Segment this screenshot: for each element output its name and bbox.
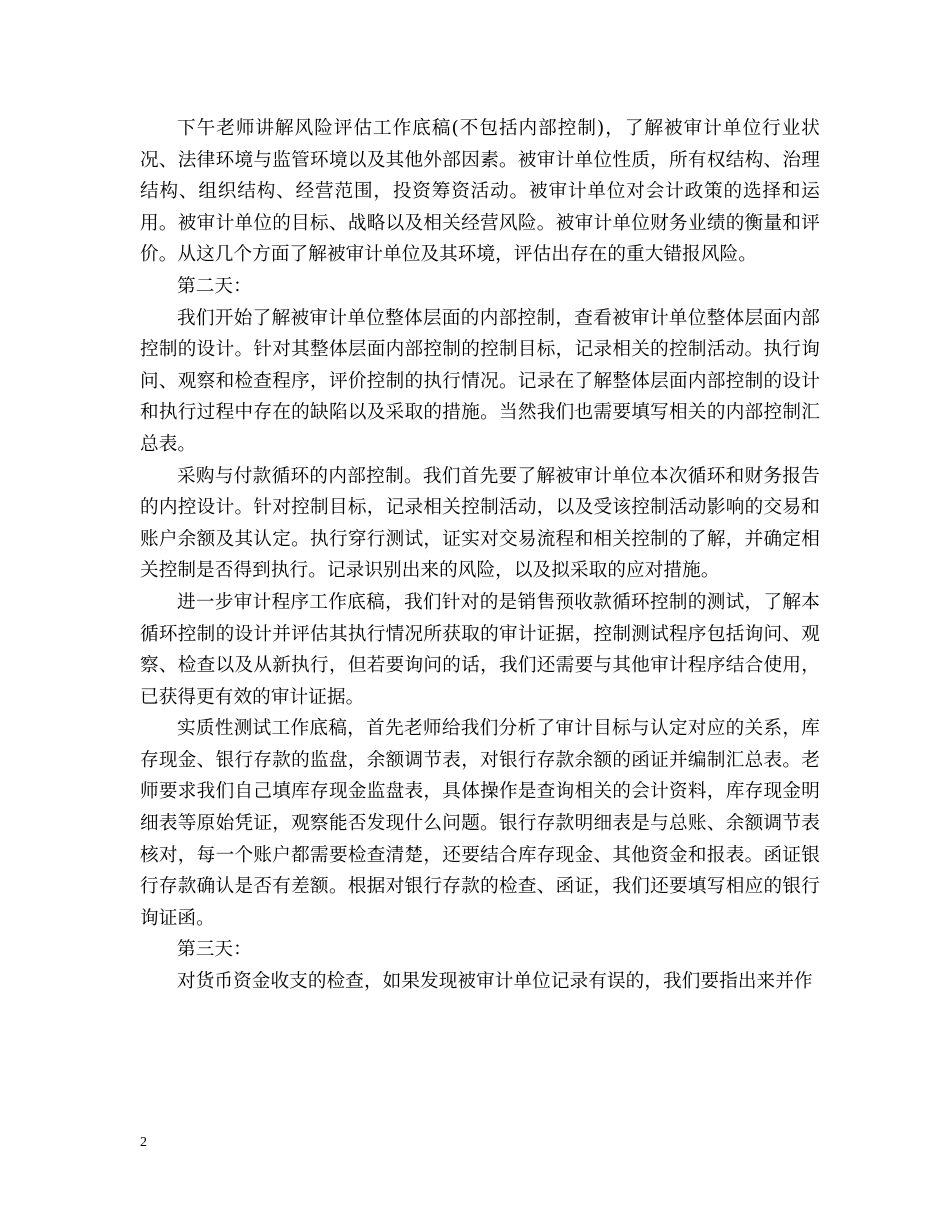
page-number: 2 <box>140 1135 147 1150</box>
day-three-heading: 第三天： <box>177 939 252 961</box>
day-two-heading: 第二天： <box>177 275 252 297</box>
document-body <box>140 113 820 998</box>
paragraph-purchase-payment-cycle: 采购与付款循环的内部控制。我们首先要了解被审计单位本次循环和财务报告的内控设计。针对控制目标，记录相关控制活动，以及受该控制活动影响的交易和账户余额及其认定。执行穿行测试，证实对交易流程和相关控制的了解，并确定相关控制是否得到执行。记录识别出来的风险，以及拟采取的应对措施。 <box>140 465 820 582</box>
paragraph-risk-assessment: 下午老师讲解风险评估工作底稿(不包括内部控制)，了解被审计单位行业状况、法律环境与监管环境以及其他外部因素。被审计单位性质，所有权结构、治理结构、组织结构、经营范围，投资筹资活动。被审计单位对会计政策的选择和运用。被审计单位的目标、战略以及相关经营风险。被审计单位财务业绩的衡量和评价。从这几个方面了解被审计单位及其环境，评估出存在的重大错报风险。 <box>140 118 820 266</box>
paragraph-cash-receipts-check: 对货币资金收支的检查，如果发现被审计单位记录有误的，我们要指出来并作 <box>177 971 813 993</box>
paragraph-substantive-testing: 实质性测试工作底稿，首先老师给我们分析了审计目标与认定对应的关系，库存现金、银行存款的监盘，余额调节表，对银行存款余额的函证并编制汇总表。老师要求我们自己填库存现金监盘表，具体操作是查询相关的会计资料，库存现金明细表等原始凭证，观察能否发现什么问题。银行存款明细表是与总账、余额调节表核对，每一个账户都需要检查清楚，还要结合库存现金、其他资金和报表。函证银行存款确认是否有差额。根据对银行存款的检查、函证，我们还要填写相应的银行询证函。 <box>140 718 820 929</box>
paragraph-entity-level-control: 我们开始了解被审计单位整体层面的内部控制，查看被审计单位整体层面内部控制的设计。针对其整体层面内部控制的控制目标，记录相关的控制活动。执行询问、观察和检查程序，评价控制的执行情况。记录在了解整体层面内部控制的设计和执行过程中存在的缺陷以及采取的措施。当然我们也需要填写相关的内部控制汇总表。 <box>140 307 820 455</box>
paragraph-further-audit-procedures: 进一步审计程序工作底稿，我们针对的是销售预收款循环控制的测试，了解本循环控制的设计并评估其执行情况所获取的审计证据，控制测试程序包括询问、观察、检查以及从新执行，但若要询问的话，我们还需要与其他审计程序结合使用，已获得更有效的审计证据。 <box>140 591 820 708</box>
